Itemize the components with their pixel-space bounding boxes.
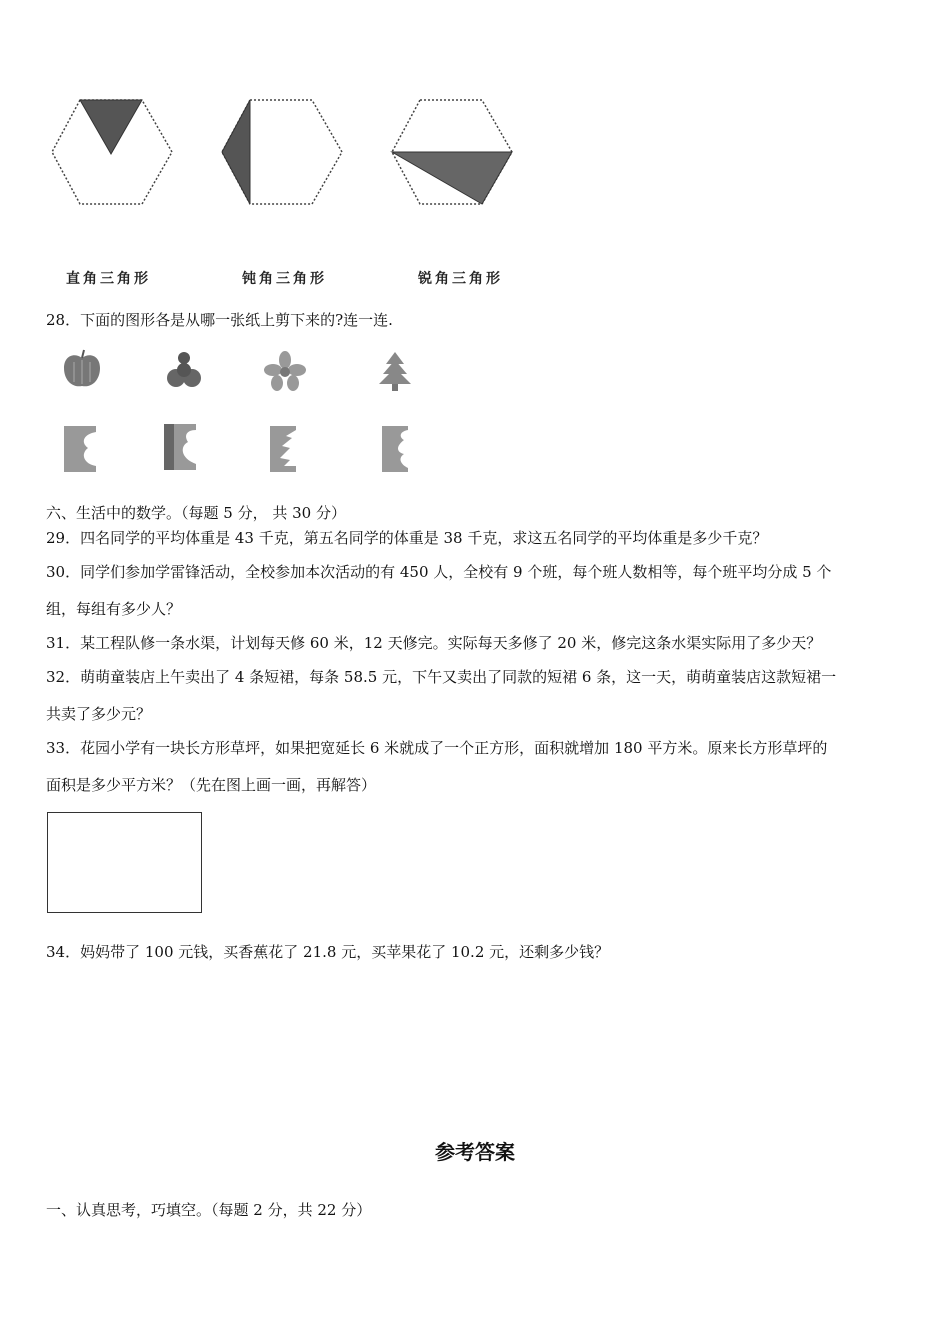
question-29: 29．四名同学的平均体重是 43 千克，第五名同学的体重是 38 千克，求这五名同学的平均体重是多少千克？ — [46, 529, 768, 547]
question-28: 28．下面的图形各是从哪一张纸上剪下来的?连一连. — [46, 311, 393, 329]
tree-cutout-icon — [376, 350, 414, 392]
answers-section-1-heading: 一、认真思考，巧填空。（每题 2 分，共 22 分） — [46, 1201, 372, 1219]
hexagon-acute-triangle-figure — [390, 98, 514, 206]
lawn-rectangle-diagram — [47, 812, 202, 913]
apple-cutout-icon — [60, 348, 104, 392]
question-33-line-1: 33．花园小学有一块长方形草坪，如果把宽延长 6 米就成了一个正方形，面积就增加 180 平方米。原来长方形草坪的 — [46, 739, 828, 757]
question-30-line-1: 30．同学们参加学雷锋活动，全校参加本次活动的有 450 人，全校有 9 个班，每个班人数相等，每个班平均分成 5 个 — [46, 563, 832, 581]
folded-paper-c-icon — [268, 424, 298, 474]
section-6-heading: 六、生活中的数学。（每题 5 分， 共 30 分） — [46, 504, 346, 522]
question-31: 31．某工程队修一条水渠，计划每天修 60 米，12 天修完。实际每天多修了 20 米，修完这条水渠实际用了多少天？ — [46, 634, 822, 652]
folded-paper-d-icon — [380, 424, 410, 474]
question-32-line-1: 32．萌萌童装店上午卖出了 4 条短裙，每条 58.5 元，下午又卖出了同款的短裙 6 条，这一天，萌萌童装店这款短裙一 — [46, 668, 837, 686]
gourd-cutout-icon — [164, 348, 204, 394]
answers-title: 参考答案 — [435, 1140, 515, 1164]
hexagon-obtuse-triangle-figure — [220, 98, 344, 206]
folded-paper-b-icon — [162, 422, 198, 472]
question-33-line-2: 面积是多少平方米？（先在图上画一画，再解答） — [46, 776, 377, 794]
folded-paper-a-icon — [62, 424, 98, 474]
hexagon-right-triangle-figure — [50, 98, 174, 206]
label-acute-triangle: 锐角三角形 — [418, 271, 503, 287]
question-30-line-2: 组，每组有多少人？ — [46, 600, 182, 618]
question-34: 34．妈妈带了 100 元钱，买香蕉花了 21.8 元，买苹果花了 10.2 元，还剩多少钱？ — [46, 943, 610, 961]
question-32-line-2: 共卖了多少元？ — [46, 705, 152, 723]
flower-cutout-icon — [263, 350, 307, 392]
label-right-triangle: 直角三角形 — [66, 271, 151, 287]
label-obtuse-triangle: 钝角三角形 — [242, 271, 327, 287]
